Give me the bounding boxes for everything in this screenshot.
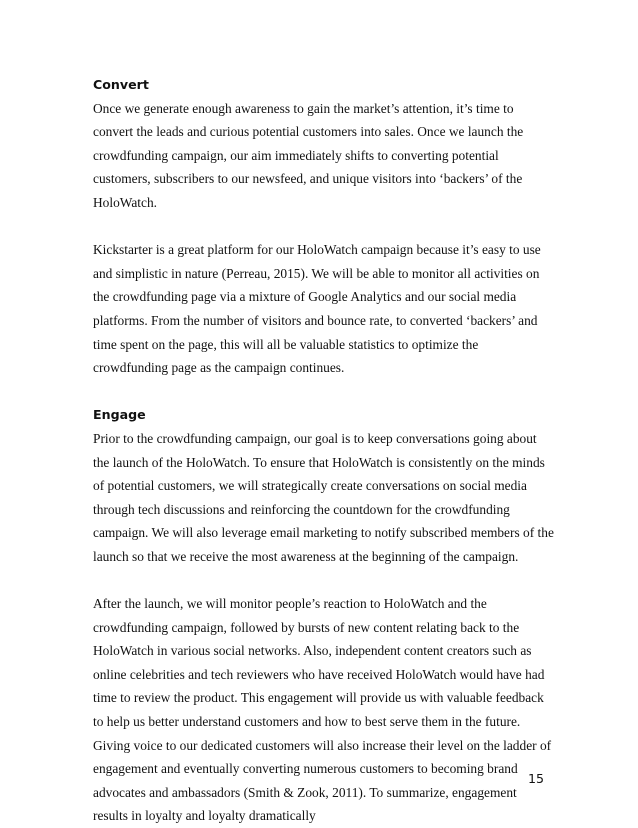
section-convert — [93, 73, 555, 380]
body-paragraph: After the launch, we will monitor people’s reaction to HoloWatch and the crowdfunding campaign, followed by bursts of new content relating back to the HoloWatch in various social networks. Also, independent content creators such as online celebrities and tech reviewers who have received HoloWatch would have had time to review the product. This engagement will provide us with valuable feedback to help us better understand customers and how to best serve them in the future. Giving voice to our dedicated customers will also increase their level on the ladder of engagement and eventually converting numerous customers to becoming brand advocates and ambassadors (Smith & Zook, 2011). To summarize, engagement results in loyalty and loyalty dramatically — [93, 596, 552, 824]
section-heading: Convert — [93, 77, 149, 92]
section-heading: Engage — [93, 407, 146, 423]
page-body — [93, 73, 555, 828]
body-paragraph: Prior to the crowdfunding campaign, our goal is to keep conversations going about the launch of the HoloWatch. To ensure that HoloWatch is consistently on the minds of potential customers, we will strategically create conversations on social media through tech discussions and reinforcing the countdown for the crowdfunding campaign. We will also leverage email marketing to notify subscribed members of the launch so that we receive the most awareness at the beginning of the campaign. — [93, 430, 554, 564]
section-engage — [93, 403, 555, 828]
body-paragraph: Kickstarter is a great platform for our HoloWatch campaign because it’s easy to use and simplistic in nature (Perreau, 2015). We will be able to monitor all activities on the crowdfunding page via a mixture of Google Analytics and our social media platforms. From the number of visitors and bounce rate, to converted ‘backers’ and time spent on the page, this will all be valuable statistics to optimize the crowdfunding page as the campaign continues. — [93, 242, 541, 376]
body-paragraph: Once we generate enough awareness to gain the market’s attention, it’s time to convert the leads and curious potential customers into sales. Once we launch the crowdfunding campaign, our aim immediately shifts to converting potential customers, subscribers to our newsfeed, and unique visitors into ‘backers’ of the HoloWatch. — [93, 100, 524, 210]
page-number: 15 — [527, 771, 544, 786]
section-gap — [93, 380, 555, 404]
paragraph-gap — [93, 215, 555, 239]
paragraph-gap — [93, 568, 555, 592]
